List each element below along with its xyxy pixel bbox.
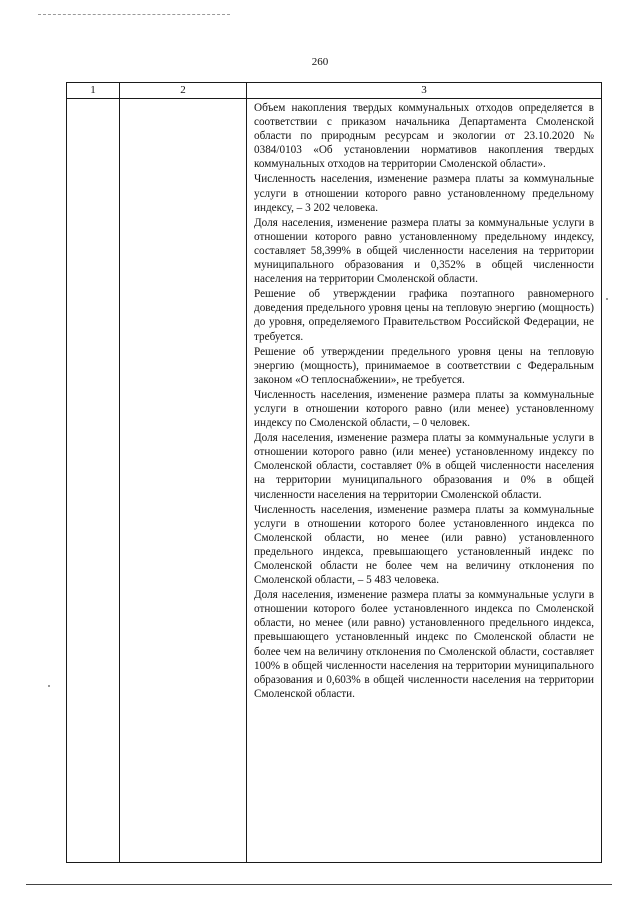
paragraph-share-equal-index: Доля населения, изменение размера платы за коммунальные услуги в отношении которого равно (или менее) установленному индексу по Смоленской области, составляет 0% в общей численности населения на территории муниципального образования и 0% в общей численности населения на территории Смоленской области.	[254, 432, 594, 501]
header-cell-1: 1	[67, 83, 120, 99]
scan-artifact-line	[38, 14, 230, 15]
cell-text-block	[247, 99, 601, 701]
row-cell-2	[120, 99, 247, 863]
row-cell-3	[247, 99, 602, 863]
scan-bottom-line	[26, 884, 612, 885]
paragraph-heat-price-schedule: Решение об утверждении графика поэтапного равномерного доведения предельного уровня цены на тепловую энергию (мощность) до уровня, определяемого Правительством Российской Федерации, не требуется.	[254, 288, 594, 343]
paragraph-waste-accumulation: Объем накопления твердых коммунальных отходов определяется в соответствии с приказом начальника Департамента Смоленской области по природным ресурсам и экологии от 23.10.2020 № 0384/0103 «Об установлении нормативов накопления твердых коммунальных отходов на территории Смоленской области».	[254, 102, 594, 171]
page-number: 260	[311, 56, 329, 68]
paragraph-population-equal-limit: Численность населения, изменение размера платы за коммунальные услуги в отношении которого равно установленному предельному индексу, – 3 202 человека.	[254, 173, 594, 214]
header-cell-3: 3	[247, 83, 602, 99]
paragraph-heat-price-limit: Решение об утверждении предельного уровня цены на тепловую энергию (мощность), принимаемое в соответствии с Федеральным законом «О теплоснабжении», не требуется.	[254, 345, 594, 386]
document-table	[66, 82, 602, 863]
paragraph-population-above-index: Численность населения, изменение размера платы за коммунальные услуги в отношении которого более установленного индекса по Смоленской области, но менее (или равно) установленного предельного индекса, превышающего установленный индекс по Смоленской области не более чем на величину отклонения по Смоленской области, – 5 483 человека.	[254, 503, 594, 587]
header-cell-2: 2	[120, 83, 247, 99]
paragraph-share-equal-limit: Доля населения, изменение размера платы за коммунальные услуги в отношении которого равно установленному предельному индексу, составляет 58,399% в общей численности населения на территории муниципального образования и 0,352% в общей численности населения на территории Смоленской области.	[254, 216, 594, 286]
scan-speck	[606, 298, 608, 300]
table-row	[67, 99, 602, 863]
table-header-row	[67, 83, 602, 99]
paragraph-share-above-index: Доля населения, изменение размера платы за коммунальные услуги в отношении которого более установленного индекса по Смоленской области, но менее (или равно) установленного предельного индекса, превышающего установленный индекс по Смоленской области не более чем на величину отклонения по Смоленской области, составляет 100% в общей численности населения на территории муниципального образования и 0,603% в общей численности населения на территории Смоленской области.	[254, 589, 594, 700]
row-cell-1	[67, 99, 120, 863]
paragraph-population-equal-index: Численность населения, изменение размера платы за коммунальные услуги в отношении которого равно (или менее) установленному индексу по Смоленской области, – 0 человек.	[254, 388, 594, 430]
scan-speck	[48, 685, 50, 687]
